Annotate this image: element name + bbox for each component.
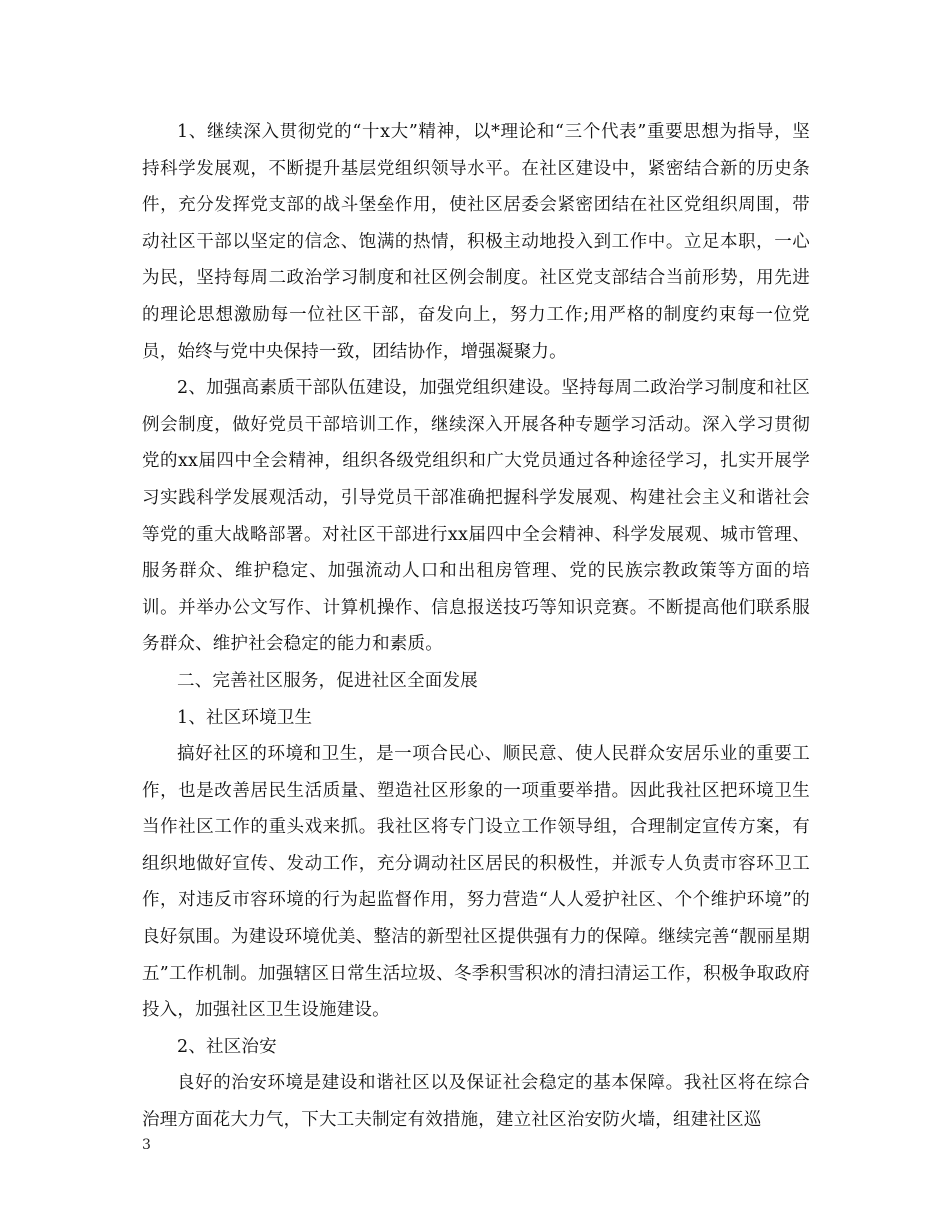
page-number: 3 — [142, 1137, 151, 1153]
paragraph-environment-hygiene: 搞好社区的环境和卫生，是一项合民心、顺民意、使人民群众安居乐业的重要工作，也是改善居民生活质量、塑造社区形象的一项重要举措。因此我社区把环境卫生当作社区工作的重头戏来抓。我社区将专门设立工作领导组，合理制定宣传方案，有组织地做好宣传、发动工作，充分调动社区居民的积极性，并派专人负责市容环卫工作，对违反市容环境的行为起监督作用，努力营造“人人爱护社区、个个维护环境”的良好氛围。为建设环境优美、整洁的新型社区提供强有力的保障。继续完善“靓丽星期五”工作机制。加强辖区日常生活垃圾、冬季积雪积冰的清扫清运工作，积极争取政府投入，加强社区卫生设施建设。 — [142, 744, 810, 1021]
section-heading-community-service: 二、完善社区服务，促进社区全面发展 — [177, 670, 478, 691]
subheading-environment-hygiene: 1、社区环境卫生 — [177, 707, 313, 728]
paragraph-public-security: 良好的治安环境是建设和谐社区以及保证社会稳定的基本保障。我社区将在综合治理方面花大力气，下大工夫制定有效措施，建立社区治安防火墙，组建社区巡 — [142, 1073, 810, 1131]
document-body — [142, 114, 810, 1139]
paragraph-party-spirit: 1、继续深入贯彻党的“十x大”精神，以*理论和“三个代表”重要思想为指导，坚持科学发展观，不断提升基层党组织领导水平。在社区建设中，紧密结合新的历史条件，充分发挥党支部的战斗堡垒作用，使社区居委会紧密团结在社区党组织周围，带动社区干部以坚定的信念、饱满的热情，积极主动地投入到工作中。立足本职，一心为民，坚持每周二政治学习制度和社区例会制度。社区党支部结合当前形势，用先进的理论思想激励每一位社区干部，奋发向上，努力工作;用严格的制度约束每一位党员，始终与党中央保持一致，团结协作，增强凝聚力。 — [142, 122, 810, 362]
paragraph-cadre-building: 2、加强高素质干部队伍建设，加强党组织建设。坚持每周二政治学习制度和社区例会制度，做好党员干部培训工作，继续深入开展各种专题学习活动。深入学习贯彻党的xx届四中全会精神，组织各级党组织和广大党员通过各种途径学习，扎实开展学习实践科学发展观活动，引导党员干部准确把握科学发展观、构建社会主义和谐社会等党的重大战略部署。对社区干部进行xx届四中全会精神、科学发展观、城市管理、服务群众、维护稳定、加强流动人口和出租房管理、党的民族宗教政策等方面的培训。并举办公文写作、计算机操作、信息报送技巧等知识竞赛。不断提高他们联系服务群众、维护社会稳定的能力和素质。 — [142, 378, 810, 655]
subheading-public-security: 2、社区治安 — [177, 1036, 277, 1057]
